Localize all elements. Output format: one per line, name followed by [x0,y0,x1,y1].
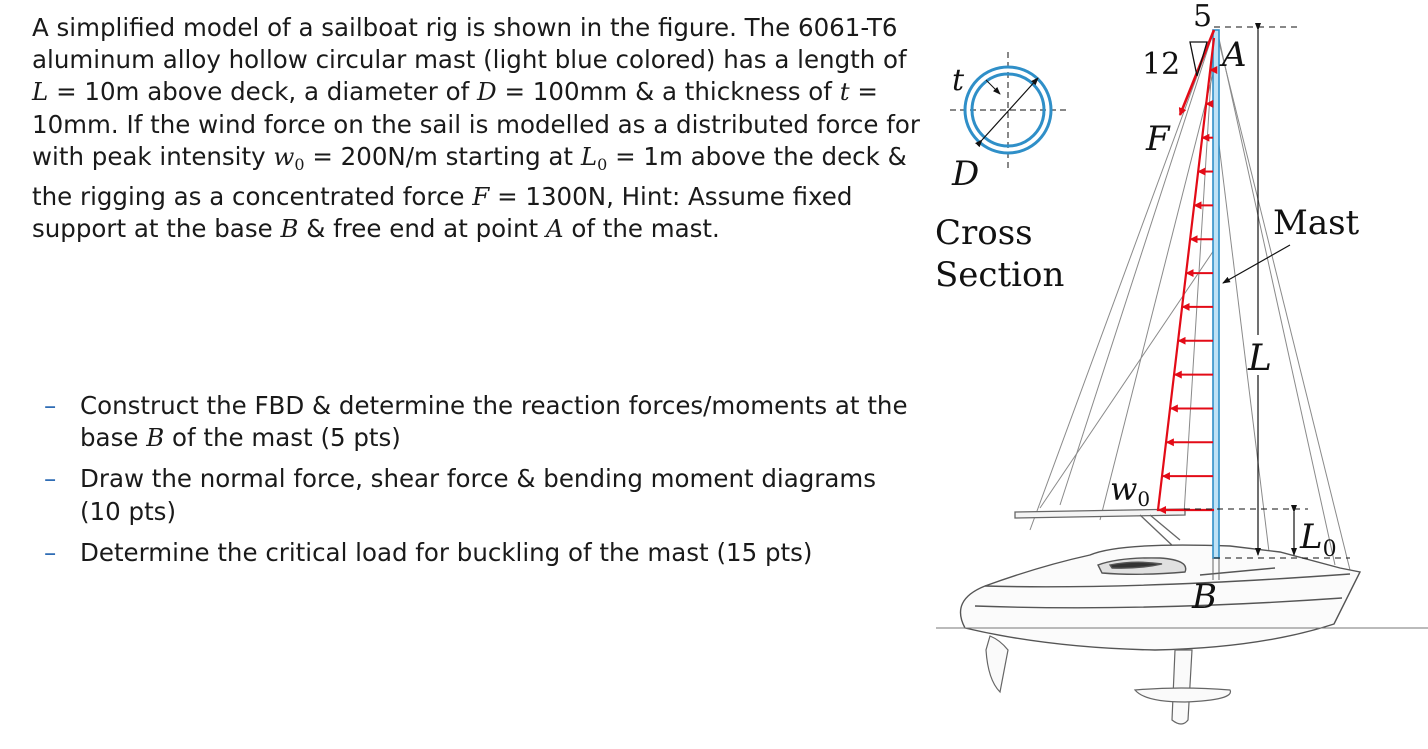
label-w0-subscript: 0 [1137,487,1151,511]
section-outer-circle [965,67,1051,153]
task-list [44,390,924,578]
thickness-arrow [986,80,1000,94]
slope-run-label: 12 [1142,47,1181,82]
task-text: Determine the critical load for buckling of the mast (15 pts) [80,537,813,567]
cross-section-label-line2: Section [935,255,1065,295]
text-run: = 200N/m starting at [304,141,581,171]
symbol-w-subscript: 0 [294,154,305,174]
task-text: Construct the FBD & determine the reaction forces/moments at the base [80,391,908,453]
sailboat-figure [930,0,1428,749]
label-D: D [952,154,980,194]
mast-leader [1223,245,1290,283]
symbol-t: t [839,77,850,107]
cross-section-label-line1: Cross [935,213,1033,253]
keel [986,636,1230,724]
label-w0-symbol: w [1110,470,1138,508]
label-L0-symbol: L [1300,517,1323,557]
text-run: & free end at point [298,214,546,244]
symbol-L0: L [580,141,598,171]
text-run: = 100mm & a thickness of [496,77,840,107]
task-text: Draw the normal force, shear force & bending moment diagrams (10 pts) [80,464,877,526]
label-F: F [1146,119,1170,159]
label-L: L [1248,338,1272,379]
hull [961,545,1361,650]
label-L0 [1299,517,1337,562]
task-item [44,537,924,569]
label-mast: Mast [1273,203,1360,243]
label-w0 [1110,470,1150,511]
label-B: B [1192,577,1217,617]
text-run: = 1m above the deck & the rigging as a concentrated force [32,141,907,212]
symbol-B: B [280,214,299,244]
problem-statement [32,12,922,245]
text-run: of the mast. [563,214,720,244]
diameter-arrow [982,78,1038,140]
symbol-L0-subscript: 0 [597,154,608,174]
cross-section [950,52,1070,168]
mast [1213,30,1219,580]
text-run: = 10mm. If the wind force on the sail is modelled as a distributed force for with peak intensity [32,77,920,171]
task-item [44,390,924,454]
text-run: A simplified model of a sailboat rig is shown in the figure. The 6061-T6 aluminum alloy hollow circular mast (light blue colored) has a length of [32,13,907,75]
text-run: = 10m above deck, a diameter of [48,77,478,107]
rigging-lines [1030,30,1350,570]
label-t: t [952,63,965,98]
label-L0-subscript: 0 [1322,537,1337,562]
task-text: of the mast (5 pts) [164,423,401,453]
bullet-dash: – [44,537,57,567]
text-run: = 1300N, Hint: Assume fixed support at the base [32,182,853,244]
bullet-dash: – [44,391,57,420]
bullet-dash: – [44,464,57,494]
symbol-A: A [545,214,564,244]
symbol-D: D [477,77,497,107]
symbol-w: w [273,141,295,171]
symbol-L: L [32,77,49,107]
symbol-F: F [472,182,490,212]
distributed-load [1158,38,1214,510]
task-item [44,463,924,527]
label-A: A [1222,35,1247,75]
slope-rise-label: 5 [1193,0,1213,34]
boom [1015,509,1185,548]
symbol-B: B [146,423,165,453]
